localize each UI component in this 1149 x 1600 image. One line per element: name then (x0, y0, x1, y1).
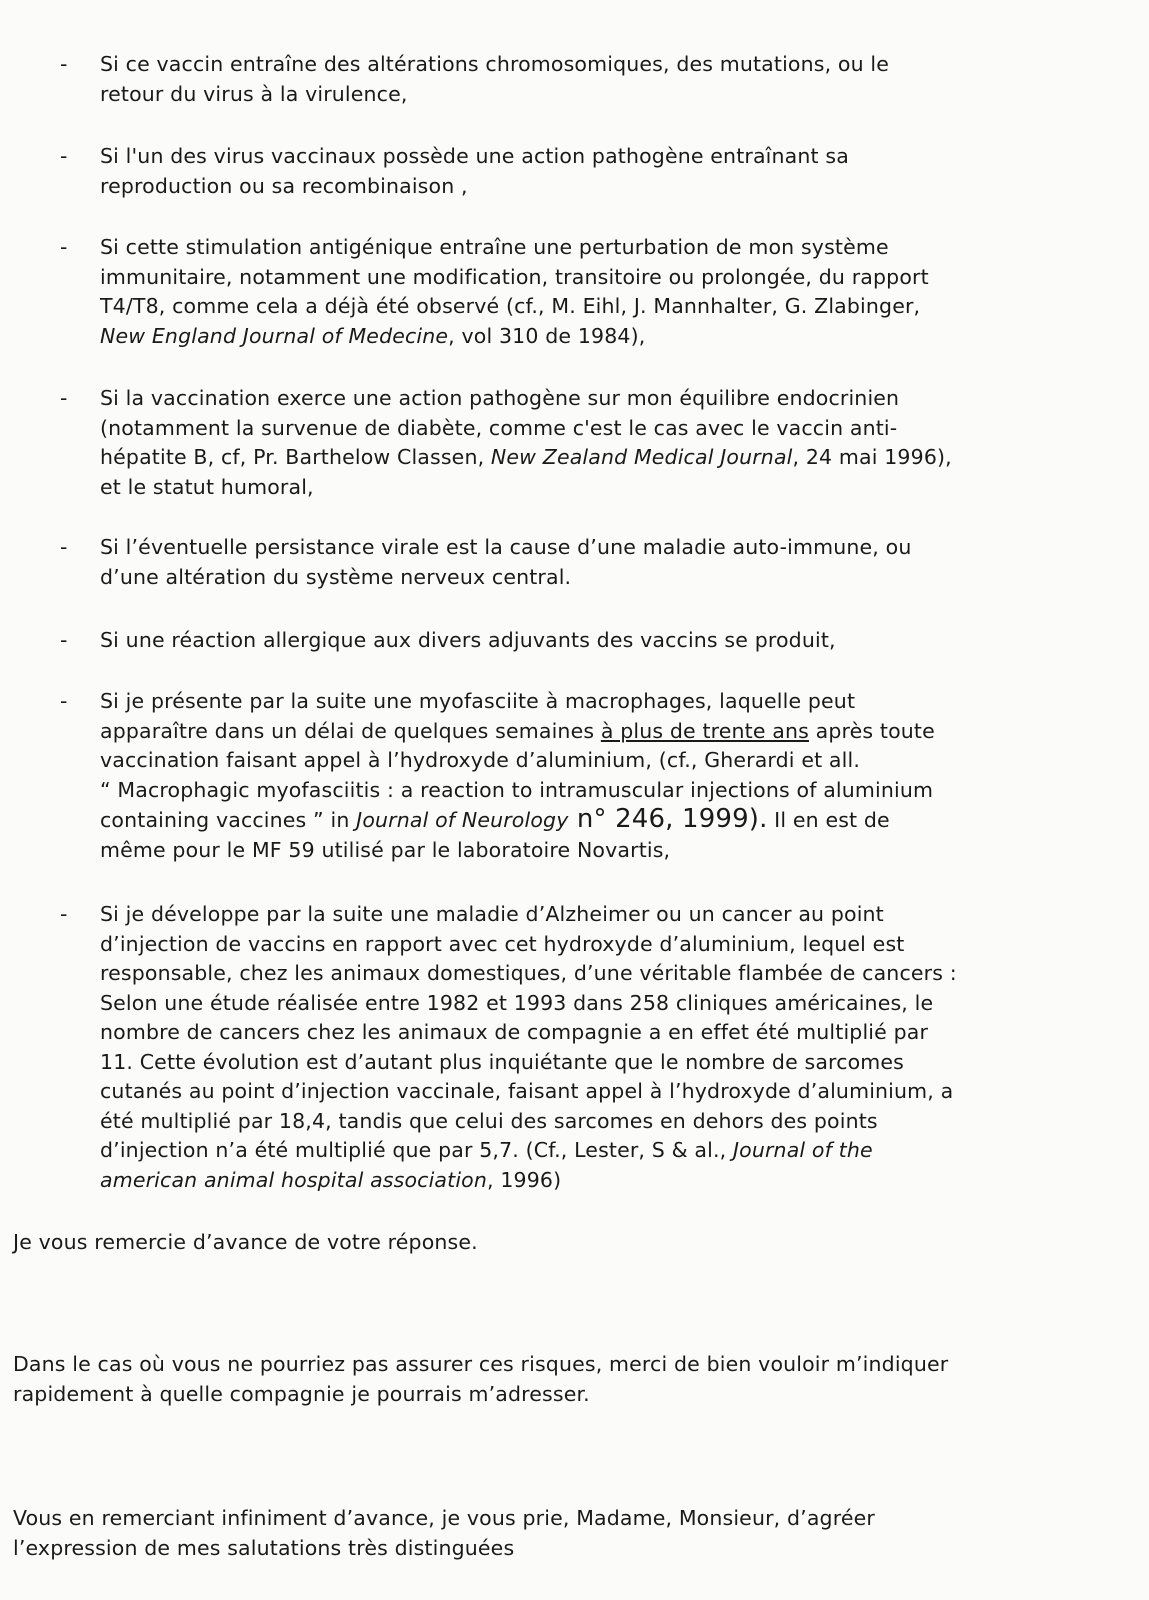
text-line: “ Macrophagic myofasciitis : a reaction to intramuscular injections of aluminium (100, 777, 934, 802)
text-line: d’une altération du système nerveux central. (100, 564, 572, 589)
citation-text: hépatite B, cf, Pr. Barthelow Classen, (100, 445, 491, 469)
citation-text: , vol 310 de 1984), (448, 323, 646, 348)
text-line: Si cette stimulation antigénique entraîne une perturbation de mon système (100, 235, 889, 259)
text-line: reproduction ou sa recombinaison , (100, 173, 468, 198)
text-line: Si je présente par la suite une myofasciite à macrophages, laquelle peut (100, 689, 856, 713)
text-line: Je vous remercie d’avance de votre réponse. (13, 1230, 478, 1254)
text-line: été multiplié par 18,4, tandis que celui des sarcomes en dehors des points (100, 1108, 878, 1133)
text-line: Si je développe par la suite une maladie d’Alzheimer ou un cancer au point (100, 902, 884, 926)
text-line: T4/T8, comme cela a déjà été observé (cf., M. Eihl, J. Mannhalter, G. Zlabinger, (100, 294, 921, 318)
text-line: et le statut humoral, (100, 474, 314, 499)
bullet-dash: - (60, 902, 68, 926)
citation-text: , 1996) (487, 1167, 562, 1192)
journal-title: Journal of Neurology (356, 808, 569, 832)
text-line: Si ce vaccin entraîne des altérations chromosomiques, des mutations, ou le (100, 52, 890, 76)
text-segment: après toute (808, 718, 935, 743)
text-line: responsable, chez les animaux domestiques, d’une véritable flambée de cancers : (100, 961, 957, 985)
bullet-dash: - (60, 689, 68, 713)
journal-title: american animal hospital association (100, 1167, 488, 1192)
text-line: Dans le cas où vous ne pourriez pas assurer ces risques, merci de bien vouloir m’indiquer (13, 1352, 949, 1376)
journal-title: New Zealand Medical Journal (490, 445, 793, 469)
journal-title: Journal of the (732, 1138, 873, 1162)
text-line: vaccination faisant appel à l’hydroxyde d’aluminium, (cf., Gherardi et all. (100, 748, 860, 772)
journal-title: New England Journal of Medecine (100, 323, 449, 348)
text-line: cutanés au point d’injection vaccinale, faisant appel à l’hydroxyde d’aluminium, a (100, 1079, 954, 1103)
text-line: immunitaire, notamment une modification, transitoire ou prolongée, du rapport (100, 264, 929, 289)
text-segment: containing vaccines ” in (100, 808, 357, 832)
text-line: (notamment la survenue de diabète, comme c'est le cas avec le vaccin anti- (100, 415, 898, 440)
thanks-paragraph (13, 1228, 1133, 1258)
text-line: Si l'un des virus vaccinaux possède une action pathogène entraînant sa (100, 144, 849, 168)
citation-text: , 24 mai 1996), (792, 445, 952, 469)
underlined-text: à plus de trente ans (600, 718, 809, 743)
request-paragraph (13, 1350, 1133, 1409)
text-line: Selon une étude réalisée entre 1982 et 1993 dans 258 cliniques américaines, le (100, 990, 934, 1015)
text-line: Si une réaction allergique aux divers adjuvants des vaccins se produit, (100, 628, 836, 652)
text-line: retour du virus à la virulence, (100, 81, 408, 106)
text-line: Vous en remerciant infiniment d’avance, je vous prie, Madame, Monsieur, d’agréer (13, 1506, 875, 1530)
bullet-dash: - (60, 144, 68, 168)
text-line: nombre de cancers chez les animaux de compagnie a en effet été multiplié par (100, 1020, 929, 1044)
text-line: rapidement à quelle compagnie je pourrais m’adresser. (13, 1381, 590, 1406)
text-line: même pour le MF 59 utilisé par le laboratoire Novartis, (100, 837, 671, 862)
bullet-dash: - (60, 235, 68, 259)
text-line: Si l’éventuelle persistance virale est la cause d’une maladie auto-immune, ou (100, 535, 912, 559)
citation-text: d’injection n’a été multiplié que par 5,7. (Cf., Lester, S & al., (100, 1138, 733, 1162)
salutation-paragraph (13, 1504, 1133, 1563)
text-segment: Il en est de (767, 808, 890, 832)
bullet-dash: - (60, 535, 68, 559)
bullet-dash: - (60, 52, 68, 76)
bullet-dash: - (60, 386, 68, 410)
text-line: 11. Cette évolution est d’autant plus inquiétante que le nombre de sarcomes (100, 1049, 905, 1074)
text-line: d’injection de vaccins en rapport avec cet hydroxyde d’aluminium, lequel est (100, 931, 905, 956)
citation-number: n° 246, 1999). (568, 804, 768, 834)
text-line: Si la vaccination exerce une action pathogène sur mon équilibre endocrinien (100, 386, 900, 410)
text-segment: apparaître dans un délai de quelques semaines (100, 718, 601, 743)
bullet-dash: - (60, 628, 68, 652)
text-line: l’expression de mes salutations très distinguées (13, 1535, 515, 1560)
